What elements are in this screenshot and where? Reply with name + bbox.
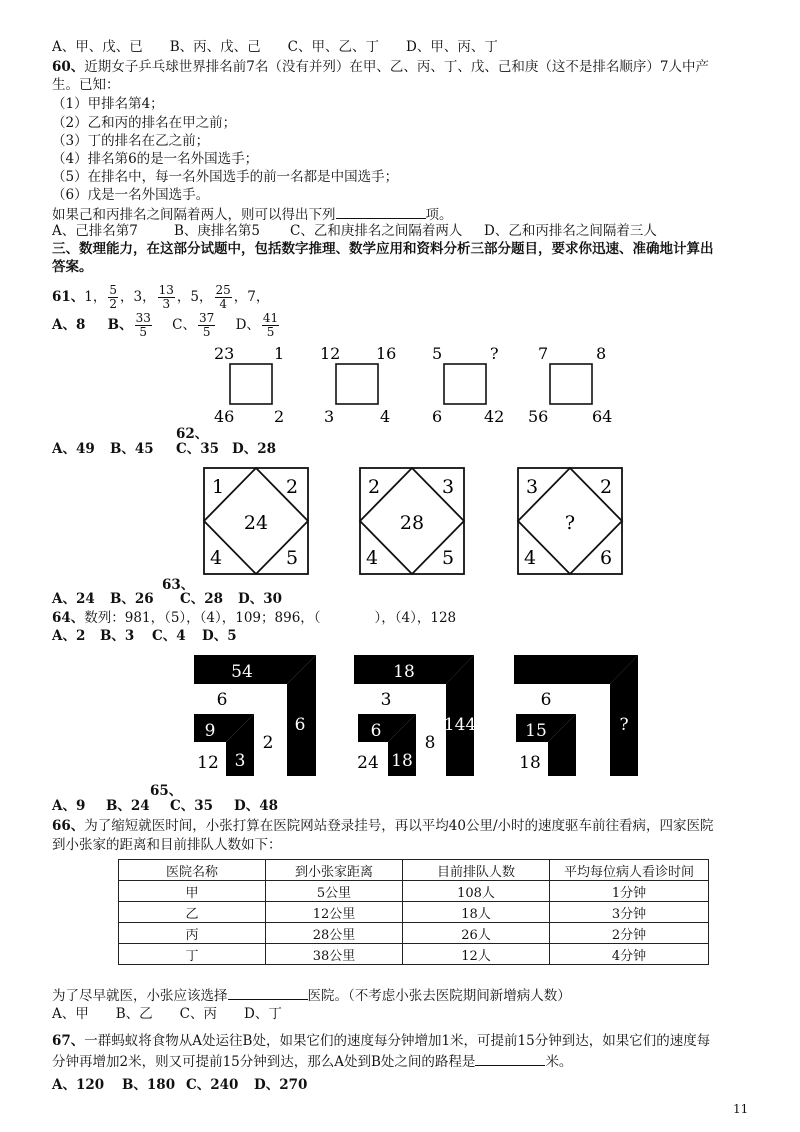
q62-box-1-bl: 46 [214,407,235,426]
q62-box-4-tr: 8 [596,344,607,363]
q66-options: A、甲 B、乙 C、丙 D、丁 [52,1006,282,1022]
q62-options [52,440,276,458]
q66-text: 为了缩短就医时间，小张打算在医院网站登录挂号，再以平均40公里/小时的速度驱车前往看病，四家医院 [84,818,714,834]
q63-fig-3-tl: 3 [526,476,539,498]
q62-box-1 [214,344,284,426]
table-cell: 丙 [119,923,266,944]
q64-options [52,627,237,645]
table-header: 平均每位病人看诊时间 [550,860,709,881]
table-row [119,923,709,944]
q61-term: ，7， [233,289,270,305]
table-cell: 2分钟 [550,923,709,944]
q61-option-fraction [135,312,152,339]
q63-option-d: D、30 [238,591,282,607]
q63-fig-3-bl: 4 [524,547,537,569]
numerator: 5 [109,283,118,297]
q62-box-1-tr: 1 [274,344,285,363]
table-cell: 12人 [403,944,550,965]
table-cell: 甲 [119,881,266,902]
q61-sequence [52,282,269,312]
q61-number: 61、 [52,289,85,305]
answer-blank [336,204,426,219]
q62-option-b: B、45 [110,441,154,457]
q62-box-2-br: 4 [380,407,391,426]
q60-cond-6: （6）戊是一名外国选手。 [52,187,210,203]
numerator: 13 [158,283,174,297]
q63-option-a: A、24 [52,591,95,607]
q62-box-4-bl: 56 [528,407,549,426]
table-cell: 3分钟 [550,902,709,923]
table-row [119,902,709,923]
q61-option-a: A、8 [52,317,86,333]
q63-fig-2-br: 5 [442,547,455,569]
q62-figure [200,342,640,428]
section-3-heading-cont: 答案。 [52,259,93,275]
q65-fig-2-mid: 3 [380,690,392,710]
q65-fig-1-small: 3 [234,751,246,771]
denominator: 2 [109,297,118,311]
q60-cond-2: （2）乙和丙的排名在甲之前； [52,115,237,131]
q64-option-d: D、5 [202,628,237,644]
q62-box-2-tr: 16 [376,344,397,363]
q65-fig-1-right: 6 [294,715,306,735]
table-header: 医院名称 [119,860,266,881]
q65-fig-3-top: 6 [556,662,568,682]
table-cell: 1分钟 [550,881,709,902]
q66-number: 66、 [52,818,85,834]
q60-option-a: A、己排名第7 [52,223,138,239]
q60-option-b: B、庚排名第5 [174,223,261,239]
q63-option-b: B、26 [110,591,154,607]
q67-text-end: 米。 [545,1054,573,1070]
q63-fig-2-center: 28 [399,512,425,534]
q65-options [52,797,278,815]
q64-option-a: A、2 [52,628,86,644]
q59-options: A、甲、戊、已 B、丙、戊、己 C、甲、乙、丁 D、甲、丙、丁 [52,39,498,55]
q65-number: 65、 [150,783,183,799]
q60-cond-4: （4）排名第6的是一名外国选手； [52,151,259,167]
q66-question-end: 医院。（不考虑小张去医院期间新增病人数） [307,988,571,1004]
q61-option-c: C、 [172,317,197,333]
q62-box-4 [528,344,612,426]
q61-fraction [158,284,175,311]
q67-option-b: B、180 [122,1077,176,1093]
q65-fig-2-right: 144 [443,715,477,735]
table-cell: 18人 [403,902,550,923]
q60-option-d: D、乙和丙排名之间隔着三人 [484,223,657,239]
q63-fig-1-center: 24 [243,512,269,534]
q62-box-4-br: 64 [592,407,613,426]
q63-fig-3-center: ? [564,512,576,534]
q60-cond-1: （1）甲排名第4； [52,96,164,112]
q61-term: ，5， [176,289,213,305]
table-row [119,881,709,902]
q67-text-cont: 分钟再增加2米，则又可提前15分钟到达，那么A处到B处之间的路程是 [52,1054,476,1070]
denominator: 5 [198,325,215,339]
q67-option-a: A、120 [52,1077,105,1093]
table-cell: 12公里 [266,902,403,923]
table-row [119,944,709,965]
q64-option-b: B、3 [100,628,135,644]
denominator: 4 [215,297,232,311]
q65-option-a: A、9 [52,798,86,814]
q63-number: 63、 [162,577,195,593]
q66-line2: 到小张家的距离和目前排队人数如下： [52,837,282,853]
q62-option-c: C、35 [176,441,220,457]
q61-fraction [108,284,118,311]
answer-blank [228,985,308,1000]
q61-term: ，3， [120,289,156,305]
q60-number: 60、 [52,59,85,75]
q67-options [52,1076,308,1094]
q67-number: 67、 [52,1033,85,1049]
hospital-table [118,859,709,965]
q62-box-2-tl: 12 [320,344,341,363]
q65-fig-1 [194,655,316,776]
q67-line1 [52,1032,710,1050]
q62-option-a: A、49 [52,441,95,457]
q63-fig-3-tr: 2 [600,476,613,498]
q63-figure [200,466,640,578]
q60-question [52,204,453,224]
q62-box-4-tl: 7 [538,344,549,363]
q63-option-c: C、28 [180,591,224,607]
q67-option-c: C、240 [186,1077,239,1093]
q65-fig-3-right: ? [619,715,629,735]
q63-fig-1-br: 5 [286,547,299,569]
q60-line2: 生。已知： [52,77,120,93]
q65-fig-2-low: 24 [357,753,379,773]
q60-text: 近期女子乒乓球世界排名前7名（没有并列）在甲、乙、丙、丁、戊、己和庚（这不是排名顺序）7人中产 [84,59,709,75]
page-number: 11 [733,1102,749,1116]
q63-options [52,590,282,608]
q63-fig-1 [204,468,308,574]
q65-fig-2-square: 6 [370,721,382,741]
table-cell: 4分钟 [550,944,709,965]
denominator: 5 [135,325,152,339]
q60-cond-3: （3）丁的排名在乙之前； [52,133,210,149]
table-cell: 丁 [119,944,266,965]
numerator: 33 [135,311,151,325]
q63-fig-1-tl: 1 [212,476,225,498]
table-header-row [119,860,709,881]
q65-fig-2 [354,655,476,776]
q64-number: 64、 [52,610,85,626]
table-cell: 38公里 [266,944,403,965]
q65-fig-1-side: 2 [262,733,274,753]
q60-options [52,222,657,240]
q66-question [52,985,571,1005]
q64-option-c: C、4 [152,628,186,644]
numerator: 37 [199,311,215,325]
table-cell: 28公里 [266,923,403,944]
q67-option-d: D、270 [254,1077,308,1093]
q66-question-text: 为了尽早就医，小张应该选择 [52,988,228,1004]
q65-fig-2-small: 18 [391,751,413,771]
q64-sequence: 数列：981，（5），（4），109；896，（ ），（4），128 [84,610,457,626]
q66-line1 [52,817,714,835]
q63-fig-3 [518,468,622,574]
q67-text: 一群蚂蚁将食物从A处运往B处，如果它们的速度每分钟增加1米，可提前15分钟到达，如果它们的速度每 [84,1033,711,1049]
q65-fig-3-low: 18 [519,753,541,773]
q63-fig-2-tr: 3 [442,476,455,498]
q63-fig-2-bl: 4 [366,547,379,569]
table-cell: 乙 [119,902,266,923]
q65-fig-3-square: 15 [525,721,547,741]
table-header: 到小张家距离 [266,860,403,881]
q63-fig-3-br: 6 [600,547,613,569]
q62-box-1-br: 2 [274,407,285,426]
q65-fig-1-low: 12 [197,753,219,773]
q63-fig-2-tl: 2 [368,476,381,498]
q61-option-b: B、 [107,317,133,333]
q64-text [52,609,456,627]
q65-fig-1-mid: 6 [216,690,228,710]
q65-fig-1-top: 54 [231,662,253,682]
q63-fig-1-bl: 4 [210,547,223,569]
q60-line1 [52,58,709,76]
q61-option-d: D、 [235,317,260,333]
q65-fig-2-side: 8 [424,733,436,753]
q61-options [52,310,281,340]
q62-box-2-bl: 3 [324,407,335,426]
q60-question-text: 如果己和丙排名之间隔着两人，则可以得出下列 [52,207,336,223]
q61-fraction [215,284,232,311]
table-cell: 108人 [403,881,550,902]
q65-figure [190,652,650,780]
q65-fig-3-mid: 6 [540,690,552,710]
table-cell: 26人 [403,923,550,944]
q60-cond-5: （5）在排名中，每一名外国选手的前一名都是中国选手； [52,169,399,185]
q65-option-d: D、48 [234,798,278,814]
numerator: 41 [262,311,279,325]
q62-box-3-tl: 5 [432,344,443,363]
q67-line2 [52,1051,572,1071]
q65-fig-3 [514,655,638,776]
q62-box-3-tr: ? [490,344,499,363]
q65-option-c: C、35 [170,798,214,814]
q60-option-c: C、乙和庚排名之间隔着两人 [290,223,463,239]
denominator: 5 [262,325,279,339]
q63-fig-1-tr: 2 [286,476,299,498]
table-header: 目前排队人数 [403,860,550,881]
q62-box-3-bl: 6 [432,407,443,426]
q61-option-fraction [198,312,215,339]
q62-box-3 [432,344,504,426]
q62-option-d: D、28 [232,441,276,457]
denominator: 3 [158,297,175,311]
q60-question-end: 项。 [425,207,453,223]
q65-option-b: B、24 [106,798,150,814]
section-3-heading: 三、数理能力，在这部分试题中，包括数字推理、数学应用和资料分析三部分题目，要求你迅速、准确地计算出 [52,241,714,257]
q62-box-3-br: 42 [484,407,505,426]
q65-fig-2-top: 18 [393,662,415,682]
q65-fig-1-square: 9 [204,721,216,741]
q61-option-fraction [262,312,279,339]
q62-box-1-tl: 23 [214,344,235,363]
numerator: 25 [215,283,231,297]
q63-fig-2 [360,468,464,574]
q61-term: 1， [84,289,107,305]
q62-box-2 [320,344,396,426]
q62-number: 62、 [176,426,209,442]
answer-blank [475,1051,545,1066]
table-cell: 5公里 [266,881,403,902]
